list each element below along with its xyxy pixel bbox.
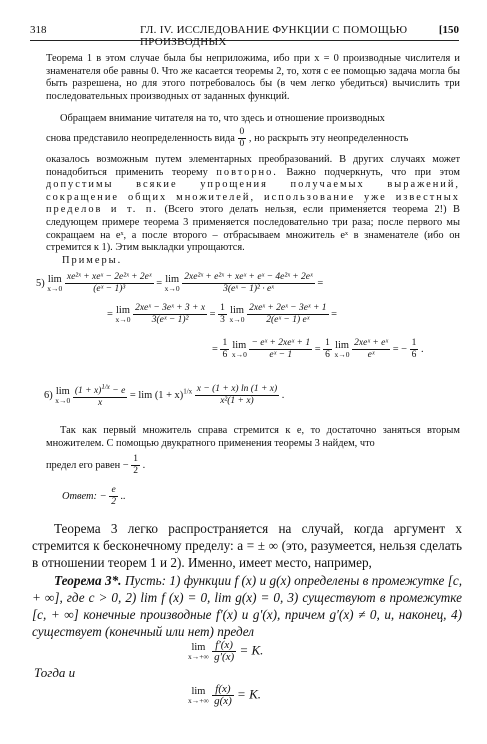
zero-over-zero: $\frac{0}{0}$ [239, 127, 245, 149]
paragraph-first-factor: Так как первый множитель справа стремится к e, то достаточно заняться вторым множителем. С помощью двукратного применения теоремы 3 найдем, что [46, 425, 460, 449]
examples-heading: Примеры. [62, 255, 123, 266]
formula-function-ratio: lim x→+∞ $\frac{f(x)}{g(x)}$ = K. [188, 683, 261, 707]
paragraph-infinite-limit: Теорема 3 легко распространяется на случай, когда аргумент x стремится к бесконечному пределу: a = ± ∞ (это, разумеется, нельзя сделать в отношении теорем 1 и 2). Именно, имеет место, например, [32, 521, 462, 570]
section-marker: [150 [438, 24, 459, 36]
limit-value-line: предел его равен − $\frac{1}{2}$ . [46, 454, 146, 476]
example-5-line-1: 5) lim x→0 xe²ˣ + xeˣ − 2e²ˣ + 2eˣ (eˣ − 1)³ = lim x→0 2xe²ˣ + e²ˣ + xeˣ + eˣ − 4e²ˣ + 2eˣ 3(eˣ − 1)² · eˣ = [36, 272, 324, 294]
chapter-title: ГЛ. IV. ИССЛЕДОВАНИЕ ФУНКЦИИ С ПОМОЩЬЮ ПРОИЗВОДНЫХ [140, 24, 408, 48]
answer-line: Ответ: − $\frac{e}{2}$ .. [62, 485, 126, 507]
then-label: Тогда и [34, 665, 76, 680]
paragraph-theorem1: Теорема 1 в этом случае была бы неприложима, ибо при x = 0 производные числителя и знаменателя обе равны 0. Что же касается теоремы 2, то, хотя с ее помощью задача могла бы быть разрешена, но для этого потребовалось бы (в чем легко убедиться) вычислить три последовательных производных от заданных функций. [46, 53, 460, 102]
example-5-line-3: = $\frac{1}{6}$ lim x→0 − eˣ + 2xeˣ + 1 eˣ − 1 = $\frac{1}{6}$ lim x→0 2xeˣ + eˣ eˣ = − $\frac{1}{6}$ . [212, 338, 424, 360]
paragraph-attention: Обращаем внимание читателя на то, что здесь и отношение производных [60, 113, 385, 124]
example-5-line-2: = lim x→0 2xeˣ − 3eˣ + 3 + x 3(eˣ − 1)² = $\frac{1}{3}$ lim x→0 2xeˣ + 2eˣ − 3eˣ + 1 2(eˣ − 1) eˣ = [107, 303, 338, 325]
paragraph-transformations: оказалось возможным путем элементарных преобразований. В других случаях может понадобиться применить теорему повторно. Важно подчеркнуть, что при этом допустимы всякие упрощения получаемых выражений, сокращение общих множителей, использование уже известных пределов и т. п. (Всего этого делать нельзя, если применяется теорема 2!) В следующем примере теорема 3 применяется последовательно три раза; после первого мы сокращаем на eˣ, а после второго – отбрасываем множитель eˣ в знаменателе (ибо он стремится к 1). Этим выкладки упрощаются. [46, 154, 460, 254]
theorem-3-star: Теорема 3*. Пусть: 1) функции f (x) и g(x) определены в промежутке [c, + ∞], где c > 0, 2) lim f (x) = 0, lim g(x) = 0, 3) существуют в промежутке [c, + ∞] конечные производные f′(x) и g′(x), причем g′(x) ≠ 0, и, наконец, 4) существует (конечный или нет) предел [32, 573, 462, 639]
header-rule [30, 40, 459, 41]
formula-derivative-ratio: lim x→+∞ $\frac{f'(x)}{g'(x)}$ = K. [188, 639, 264, 663]
running-header [30, 24, 459, 48]
page-number: 318 [30, 24, 47, 36]
example-6: 6) lim x→0 $\frac{(1 + x)^{1/x} - e}{x}$ = $\lim (1 + x)^{1/x}$ $\frac{x - (1 + x) \ln (1 + x)}{\text{x²(1 + x)}}$ . [44, 383, 285, 409]
paragraph-indeterminate-line: снова представило неопределенность вида $\frac{0}{0}$ , но раскрыть эту неопределенность [46, 127, 409, 149]
